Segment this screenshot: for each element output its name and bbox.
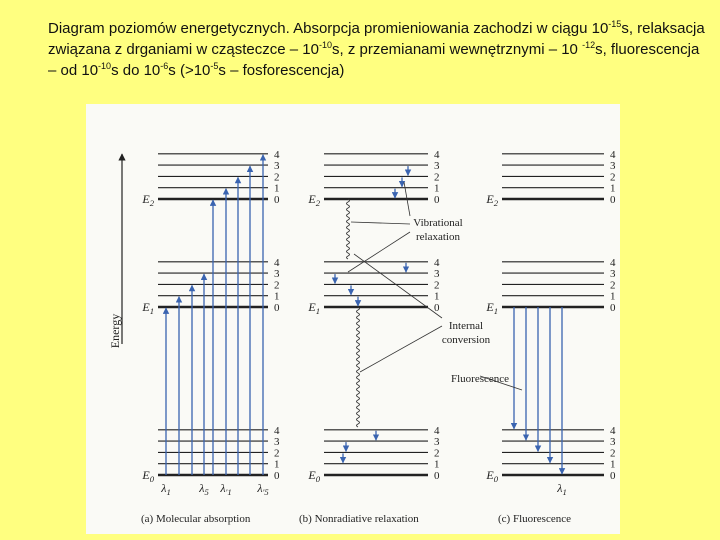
level-label-E1: $E_1$ bbox=[308, 300, 320, 316]
vib-number-E1-v2: 2 bbox=[434, 279, 440, 292]
vib-number-E1-v1: 1 bbox=[434, 290, 440, 303]
vib-number-E0-v4: 4 bbox=[610, 424, 616, 437]
internal-conversion-label-2: conversion bbox=[441, 334, 491, 346]
vib-number-E0-v1: 1 bbox=[274, 458, 280, 471]
caption-text-5: s do 10 bbox=[111, 62, 161, 79]
panel-a-caption: (a) Molecular absorption bbox=[141, 513, 251, 525]
vib-number-E1-v3: 3 bbox=[434, 268, 440, 281]
vib-number-E1-v0: 0 bbox=[610, 302, 616, 314]
vib-number-E2-v0: 0 bbox=[434, 194, 440, 206]
level-label-E0: $E_0$ bbox=[486, 468, 498, 484]
energy-level-figure bbox=[86, 104, 620, 534]
fluorescence-wavelength-label: $\lambda_1$ bbox=[557, 481, 567, 497]
vr-pointer-3 bbox=[348, 232, 410, 272]
vib-number-E1-v3: 3 bbox=[274, 268, 280, 281]
vib-number-E0-v2: 2 bbox=[610, 447, 616, 460]
level-label-E2: $E_2$ bbox=[486, 192, 498, 208]
caption-exp-1: -15 bbox=[608, 19, 622, 29]
level-label-E1: $E_1$ bbox=[142, 300, 154, 316]
vib-number-E1-v4: 4 bbox=[610, 256, 616, 269]
vib-number-E1-v2: 2 bbox=[274, 279, 280, 292]
caption-text-1: Diagram poziomów energetycznych. Absorpcja promieniowania zachodzi w ciągu 10 bbox=[48, 20, 609, 37]
vib-number-E2-v4: 4 bbox=[434, 148, 440, 161]
vib-number-E2-v2: 2 bbox=[274, 171, 280, 184]
caption-text-4: s, fluorescencja – od 10 bbox=[48, 41, 700, 79]
caption-exp-3: -12 bbox=[582, 40, 596, 50]
vib-number-E2-v1: 1 bbox=[274, 182, 280, 195]
vibrational-relaxation-label-1: Vibrational bbox=[413, 217, 463, 229]
vib-number-E2-v1: 1 bbox=[434, 182, 440, 195]
vib-number-E1-v4: 4 bbox=[274, 256, 280, 269]
vib-number-E2-v0: 0 bbox=[610, 194, 616, 206]
internal-conversion-wave-2 bbox=[357, 307, 360, 427]
vib-number-E2-v1: 1 bbox=[610, 182, 616, 195]
caption-exp-5: -6 bbox=[160, 61, 169, 71]
energy-diagram bbox=[86, 104, 620, 534]
caption-text-6: s (>10 bbox=[168, 62, 211, 79]
caption-text-7: s – fosforescencja) bbox=[218, 62, 345, 79]
vib-number-E0-v0: 0 bbox=[434, 470, 440, 482]
vib-number-E1-v0: 0 bbox=[434, 302, 440, 314]
caption bbox=[48, 18, 708, 81]
caption-exp-6: -5 bbox=[210, 61, 219, 71]
vib-number-E2-v0: 0 bbox=[274, 194, 280, 206]
vib-number-E1-v2: 2 bbox=[610, 279, 616, 292]
panel-c-caption: (c) Fluorescence bbox=[498, 513, 571, 525]
level-label-E2: $E_2$ bbox=[308, 192, 320, 208]
vib-number-E2-v3: 3 bbox=[274, 160, 280, 173]
wavelength-label-1: $\lambda_1$ bbox=[161, 481, 171, 497]
caption-exp-4: -10 bbox=[98, 61, 112, 71]
vib-number-E0-v3: 3 bbox=[434, 436, 440, 449]
vib-number-E2-v4: 4 bbox=[274, 148, 280, 161]
vib-number-E2-v3: 3 bbox=[434, 160, 440, 173]
caption-text-2: s, relaksacja związana z drganiami w cząsteczce – 10 bbox=[48, 20, 705, 58]
vib-number-E0-v1: 1 bbox=[434, 458, 440, 471]
vib-number-E0-v2: 2 bbox=[274, 447, 280, 460]
vibrational-relaxation-label-2: relaxation bbox=[416, 231, 460, 243]
ic-pointer-2 bbox=[360, 326, 442, 372]
level-label-E1: $E_1$ bbox=[486, 300, 498, 316]
caption-exp-2: -10 bbox=[318, 40, 332, 50]
vib-number-E2-v3: 3 bbox=[610, 160, 616, 173]
fluorescence-label: Fluorescence bbox=[450, 373, 510, 385]
vib-number-E0-v4: 4 bbox=[274, 424, 280, 437]
energy-axis-label: Energy bbox=[108, 313, 122, 349]
vib-number-E0-v0: 0 bbox=[610, 470, 616, 482]
vib-number-E2-v2: 2 bbox=[610, 171, 616, 184]
vib-number-E0-v3: 3 bbox=[610, 436, 616, 449]
vib-number-E2-v4: 4 bbox=[610, 148, 616, 161]
panel-b-caption: (b) Nonradiative relaxation bbox=[299, 513, 419, 525]
vib-number-E0-v0: 0 bbox=[274, 470, 280, 482]
vib-number-E0-v2: 2 bbox=[434, 447, 440, 460]
ic-pointer-1 bbox=[354, 254, 442, 318]
vib-number-E1-v0: 0 bbox=[274, 302, 280, 314]
level-label-E2: $E_2$ bbox=[142, 192, 154, 208]
wavelength-label-4: $\lambda_{'5}$ bbox=[257, 481, 269, 497]
vib-number-E0-v3: 3 bbox=[274, 436, 280, 449]
vib-number-E0-v1: 1 bbox=[610, 458, 616, 471]
vib-number-E1-v1: 1 bbox=[274, 290, 280, 303]
vib-number-E1-v3: 3 bbox=[610, 268, 616, 281]
level-label-E0: $E_0$ bbox=[142, 468, 154, 484]
caption-text-3: s, z przemianami wewnętrznymi – 10 bbox=[331, 41, 583, 58]
wavelength-label-3: $\lambda_{'1}$ bbox=[220, 481, 232, 497]
vib-number-E1-v4: 4 bbox=[434, 256, 440, 269]
wavelength-label-2: $\lambda_5$ bbox=[199, 481, 209, 497]
vib-number-E2-v2: 2 bbox=[434, 171, 440, 184]
level-label-E0: $E_0$ bbox=[308, 468, 320, 484]
internal-conversion-wave-1 bbox=[347, 199, 350, 259]
vr-pointer-2 bbox=[351, 222, 410, 224]
vib-number-E0-v4: 4 bbox=[434, 424, 440, 437]
vib-number-E1-v1: 1 bbox=[610, 290, 616, 303]
internal-conversion-label-1: Internal bbox=[448, 320, 484, 332]
